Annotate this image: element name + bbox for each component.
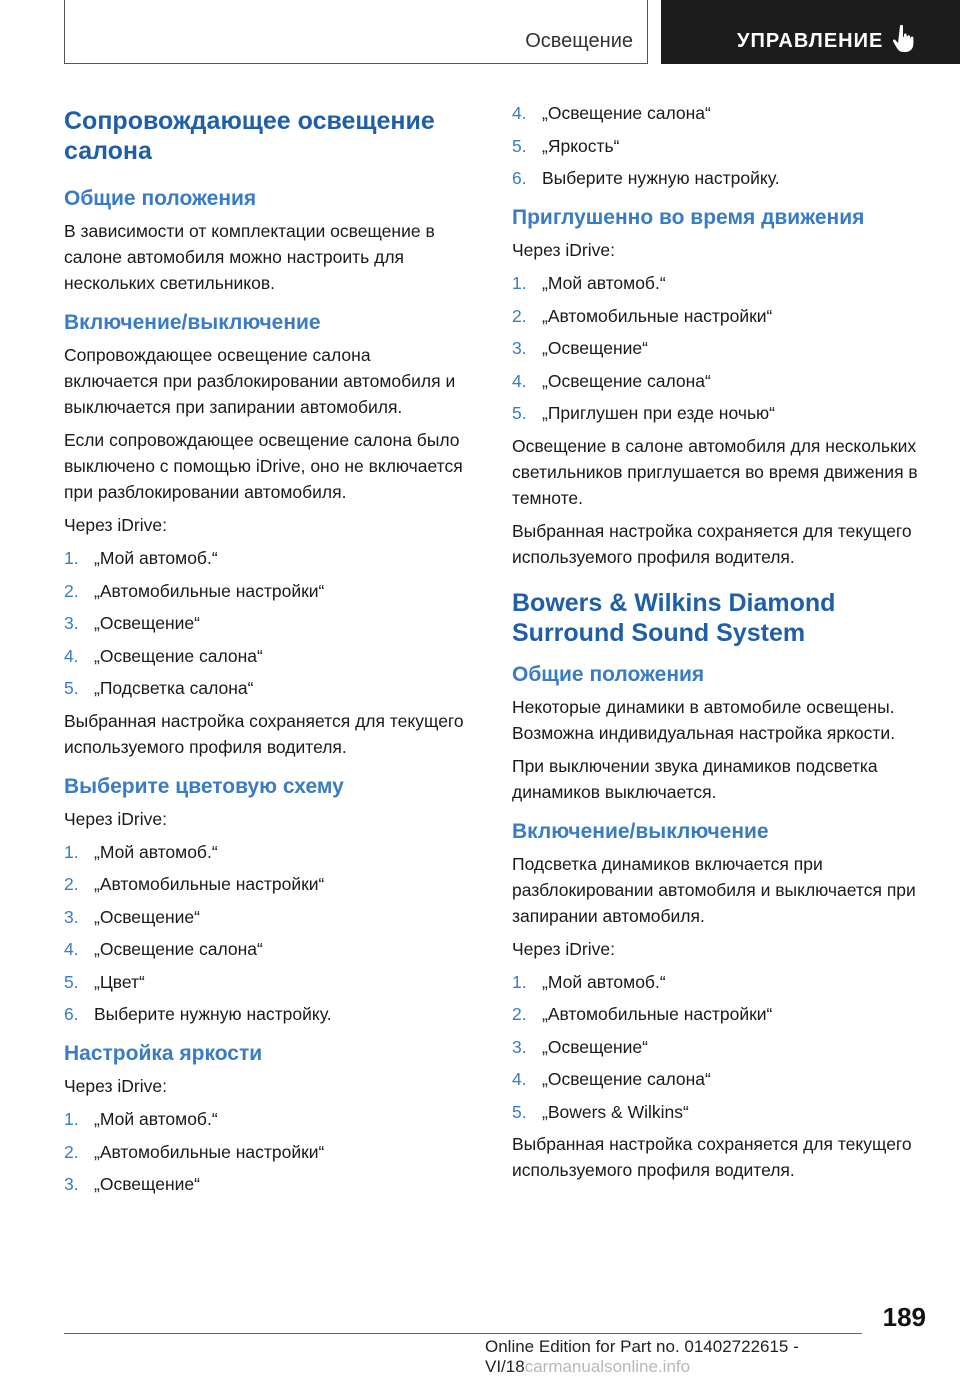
paragraph: В зависимости от комплектации освещение в салоне автомобиля можно настроить для нескольких светильников. <box>64 221 435 293</box>
steps-list <box>512 270 930 426</box>
paragraph: Через iDrive: <box>512 938 615 959</box>
paragraph: Через iDrive: <box>512 240 615 260</box>
list-item: 4. „Освещение салона“ <box>512 1069 711 1089</box>
section-heading-bowers-wilkins: Bowers & Wilkins Diamond Surround Sound System <box>512 588 836 647</box>
page-number: 189 <box>882 1302 926 1332</box>
subheading-general: Общие положения <box>64 187 257 210</box>
steps-list <box>512 969 930 1125</box>
list-item: 3. „Освещение“ <box>512 1036 648 1057</box>
list-item: 1. „Мой автомоб.“ <box>64 841 218 862</box>
list-item: 3. „Освещение“ <box>64 613 200 633</box>
paragraph: При выключении звука динамиков подсветка динамиков выключается. <box>512 755 878 802</box>
list-item: 5. „Приглушен при езде ночью“ <box>512 403 776 423</box>
left-column <box>64 100 469 1204</box>
list-item: 1. „Мой автомоб.“ <box>64 548 218 568</box>
list-item: 3. „Освещение“ <box>64 1174 200 1194</box>
right-column <box>512 100 930 1190</box>
subheading-dimmed-driving: Приглушенно во время движения <box>512 206 865 229</box>
list-item: 4. „Освещение салона“ <box>64 645 263 666</box>
list-item: 3. „Освещение“ <box>512 338 648 358</box>
watermark-text: carmanualsonline.info <box>524 1357 691 1376</box>
list-item: 4. „Освещение салона“ <box>512 370 711 391</box>
list-item: 6. Выберите нужную настройку. <box>512 168 780 188</box>
list-item: 5. „Bowers & Wilkins“ <box>512 1101 689 1122</box>
steps-list <box>64 839 469 1028</box>
paragraph: Некоторые динамики в автомобиле освещены. Возможна индивидуальная настройка яркости. <box>512 696 896 743</box>
list-item: 2. „Автомобильные настройки“ <box>512 1004 773 1024</box>
list-item: 5. „Цвет“ <box>64 971 145 992</box>
paragraph: Если сопровождающее освещение салона было выключено с помощью iDrive, оно не включается при разблокировании автомобиля. <box>64 430 463 502</box>
footer-divider <box>64 1333 862 1334</box>
list-item: 1. „Мой автомоб.“ <box>64 1109 218 1129</box>
list-item: 2. „Автомобильные настройки“ <box>64 580 325 601</box>
steps-list <box>64 545 469 701</box>
list-item: 2. „Автомобильные настройки“ <box>64 1141 325 1162</box>
paragraph: Сопровождающее освещение салона включается при разблокировании автомобиля и выключается при запирании автомобиля. <box>64 345 456 417</box>
paragraph: Подсветка динамиков включается при разблокировании автомобиля и выключается при запирании автомобиля. <box>512 853 916 926</box>
chapter-title: УПРАВЛЕНИЕ <box>737 30 884 52</box>
list-item: 4. „Освещение салона“ <box>64 939 263 959</box>
header-chapter-box <box>661 0 960 64</box>
list-item: 5. „Подсветка салона“ <box>64 678 254 698</box>
list-item: 2. „Автомобильные настройки“ <box>512 305 773 326</box>
list-item: 1. „Мой автомоб.“ <box>512 273 666 293</box>
list-item: 5. „Яркость“ <box>512 135 620 156</box>
steps-list <box>64 1106 469 1197</box>
list-item: 6. Выберите нужную настройку. <box>64 1004 332 1024</box>
paragraph: Выбранная настройка сохраняется для текущего используемого профиля водителя. <box>512 520 912 567</box>
subheading-general: Общие положения <box>512 662 705 686</box>
section-title: Освещение <box>525 30 633 52</box>
hand-pointer-icon <box>893 24 919 54</box>
paragraph: Через iDrive: <box>64 808 167 829</box>
list-item: 3. „Освещение“ <box>64 906 200 927</box>
list-item: 2. „Автомобильные настройки“ <box>64 874 325 894</box>
subheading-on-off: Включение/выключение <box>64 311 321 334</box>
steps-list <box>512 100 930 191</box>
paragraph: Через iDrive: <box>64 515 167 535</box>
paragraph: Выбранная настройка сохраняется для текущего используемого профиля водителя. <box>512 1134 912 1180</box>
section-heading-ambient-light: Сопровождающее освещение салона <box>64 107 435 165</box>
header-section-box <box>64 0 648 64</box>
paragraph: Освещение в салоне автомобиля для нескольких светильников приглушается во время движения в темноте. <box>512 435 918 508</box>
list-item: 4. „Освещение салона“ <box>512 103 711 123</box>
edition-text: Online Edition for Part no. 01402722615 - VI/18 <box>485 1337 799 1376</box>
paragraph: Через iDrive: <box>64 1076 167 1096</box>
list-item: 1. „Мой автомоб.“ <box>512 971 666 992</box>
subheading-on-off: Включение/выключение <box>512 819 769 843</box>
subheading-brightness: Настройка яркости <box>64 1042 263 1065</box>
paragraph: Выбранная настройка сохраняется для текущего используемого профиля водителя. <box>64 710 464 757</box>
footer-edition <box>485 1337 960 1377</box>
subheading-color-scheme: Выберите цветовую схему <box>64 774 344 798</box>
